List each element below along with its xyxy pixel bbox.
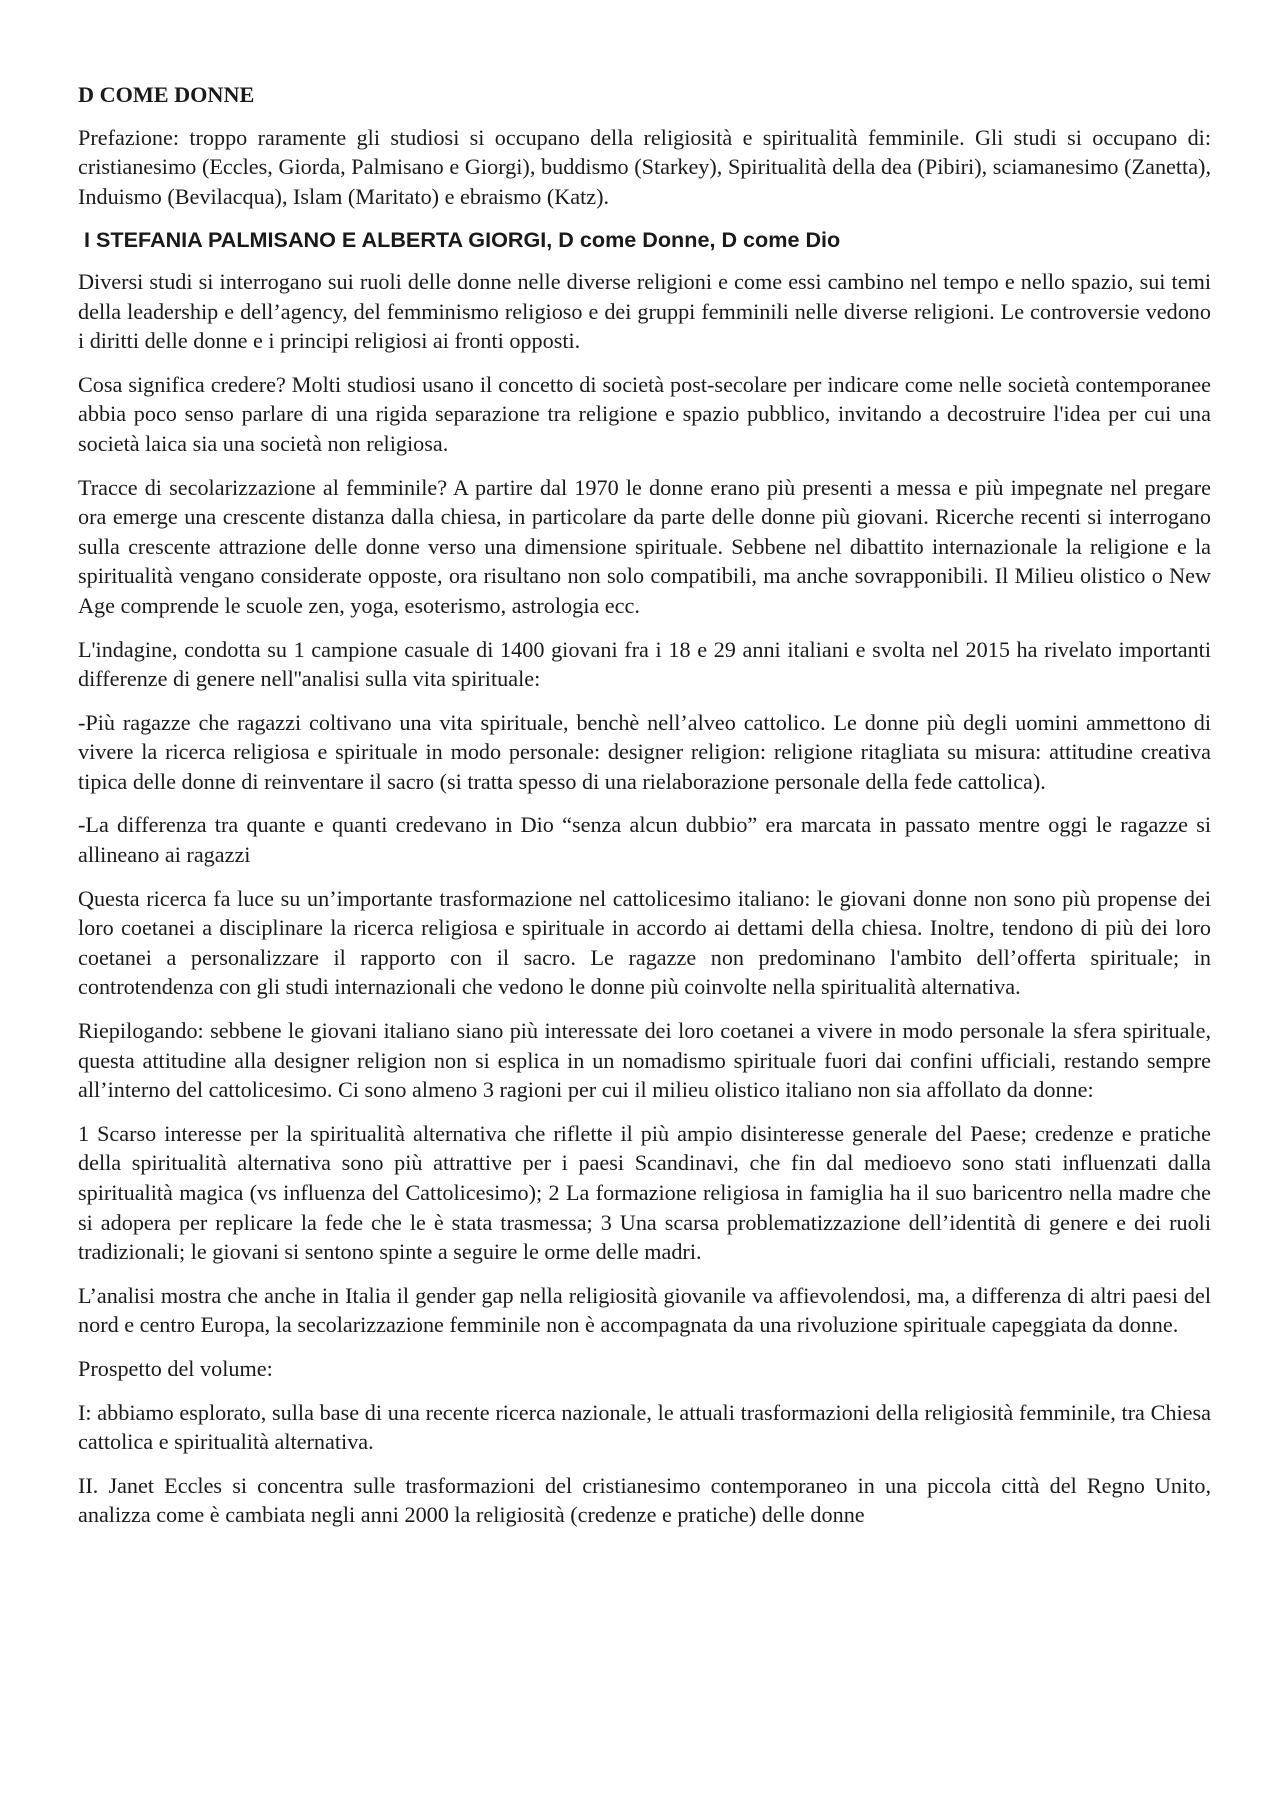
list-item-belief-gap: -La differenza tra quante e quanti credevano in Dio “senza alcun dubbio” era marcata in passato mentre oggi le ragazze si allineano ai ragazzi	[78, 812, 1211, 868]
paragraph-secularization: Tracce di secolarizzazione al femminile? A partire dal 1970 le donne erano più presenti a messa e più impegnate nel pregare ora emerge una crescente distanza dalla chiesa, in particolare da parte delle donne più giovani. Ricerche recenti si interrogano sulla crescente attrazione delle donne verso una dimensione spirituale. Sebbene nel dibattito internazionale la religione e la spiritualità vengano considerate opposte, ora risultano non solo compatibili, ma anche sovrapponibili. Il Milieu olistico o New Age comprende le scuole zen, yoga, esoterismo, astrologia ecc.	[78, 474, 1211, 618]
outline-item-2: II. Janet Eccles si concentra sulle trasformazioni del cristianesimo contemporaneo in una piccola città del Regno Unito, analizza come è cambiata negli anni 2000 la religiosità (credenze e pratiche) delle donne	[78, 1472, 1211, 1528]
paragraph-believing: Cosa significa credere? Molti studiosi usano il concetto di società post-secolare per indicare come nelle società contemporanee abbia poco senso parlare di una rigida separazione tra religione e spazio pubblico, invitando a decostruire l'idea per cui una società laica sia una società non religiosa.	[78, 371, 1211, 456]
paragraph-roles: Diversi studi si interrogano sui ruoli delle donne nelle diverse religioni e come essi cambino nel tempo e nello spazio, sui temi della leadership e dell’agency, del femminismo religioso e dei gruppi femminili nelle diverse religioni. Le controversie vedono i diritti delle donne e i principi religiosi ai fronti opposti.	[78, 268, 1211, 354]
volume-outline-heading: Prospetto del volume:	[78, 1355, 273, 1381]
paragraph-summary: Riepilogando: sebbene le giovani italiano siano più interessate dei loro coetanei a vivere in modo personale la sfera spirituale, questa attitudine alla designer religion non si esplica in un nomadismo spirituale fuori dai confini ufficiali, restando sempre all’interno del cattolicesimo. Ci sono almeno 3 ragioni per cui il milieu olistico italiano non sia affollato da donne:	[78, 1018, 1211, 1103]
document-title: D COME DONNE	[78, 82, 255, 107]
paragraph-three-reasons: 1 Scarso interesse per la spiritualità alternativa che riflette il più ampio disinteresse generale del Paese; credenze e pratiche della spiritualità alternativa sono più attrattive per i paesi Scandinavi, che fin dal medioevo sono stati influenzati dalla spiritualità magica (vs influenza del Cattolicesimo); 2 La formazione religiosa in famiglia ha il suo baricentro nella madre che si adopera per replicare la fede che le è stata trasmessa; 3 Una scarsa problematizzazione dell’identità di genere e dei ruoli tradizionali; le giovani si sentono spinte a seguire le orme delle madri.	[78, 1120, 1211, 1265]
outline-item-1: I: abbiamo esplorato, sulla base di una recente ricerca nazionale, le attuali trasformazioni della religiosità femminile, tra Chiesa cattolica e spiritualità alternativa.	[78, 1399, 1211, 1455]
paragraph-analysis: L’analisi mostra che anche in Italia il gender gap nella religiosità giovanile va affievolendosi, ma, a differenza di altri paesi del nord e centro Europa, la secolarizzazione femminile non è accompagnata da una rivoluzione spirituale capeggiata da donne.	[78, 1282, 1211, 1338]
chapter-title: I STEFANIA PALMISANO E ALBERTA GIORGI, D come Donne, D come Dio	[84, 227, 841, 253]
preface-paragraph: Prefazione: troppo raramente gli studiosi si occupano della religiosità e spiritualità femminile. Gli studi si occupano di: cristianesimo (Eccles, Giorda, Palmisano e Giorgi), buddismo (Starkey), Spiritualità della dea (Pibiri), sciamanesimo (Zanetta), Induismo (Bevilacqua), Islam (Maritato) e ebraismo (Katz).	[78, 124, 1211, 209]
paragraph-survey: L'indagine, condotta su 1 campione casuale di 1400 giovani fra i 18 e 29 anni italiani e svolta nel 2015 ha rivelato importanti differenze di genere nell''analisi sulla vita spirituale:	[78, 636, 1211, 692]
list-item-spiritual-life: -Più ragazze che ragazzi coltivano una vita spirituale, benchè nell’alveo cattolico. Le donne più degli uomini ammettono di vivere la ricerca religiosa e spirituale in modo personale: designer religion: religione ritagliata su misura: attitudine creativa tipica delle donne di reinventare il sacro (si tratta spesso di una rielaborazione personale della fede cattolica).	[78, 709, 1211, 794]
paragraph-transformation: Questa ricerca fa luce su un’importante trasformazione nel cattolicesimo italiano: le giovani donne non sono più propense dei loro coetanei a disciplinare la ricerca religiosa e spirituale in accordo ai dettami della chiesa. Inoltre, tendono di più dei loro coetanei a personalizzare il rapporto con il sacro. Le ragazze non predominano l'ambito dell’offerta spirituale; in controtendenza con gli studi internazionali che vedono le donne più coinvolte nella spiritualità alternativa.	[78, 885, 1211, 1000]
